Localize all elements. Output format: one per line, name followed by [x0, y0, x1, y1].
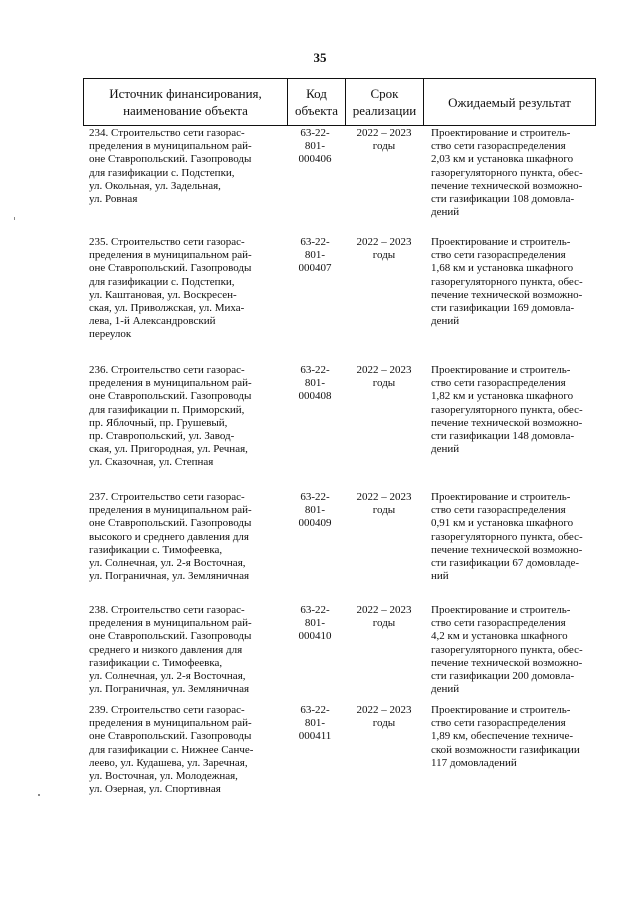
cell-result [431, 236, 613, 328]
name-line: пределения в муниципальном рай- [89, 617, 252, 630]
cell-term [347, 604, 421, 630]
name-line: ул. Каштановая, ул. Воскресен- [89, 288, 237, 301]
result-line: газорегуляторного пункта, обес- [431, 275, 583, 288]
code-line: 000408 [298, 390, 332, 403]
result-line: 4,2 км и установка шкафного [431, 630, 568, 643]
result-line: газорегуляторного пункта, обес- [431, 530, 583, 543]
code-line: 801- [304, 249, 326, 262]
result-line: 117 домовладений [431, 756, 517, 769]
result-line: дений [431, 315, 460, 328]
name-line: среднего и низкого давления для [89, 643, 243, 656]
code-line: 63-22- [300, 127, 330, 139]
name-line: пр. Ставропольский, ул. Завод- [89, 430, 235, 443]
name-line: 239. Строительство сети газорас- [89, 704, 245, 716]
cell-code [287, 236, 343, 276]
scan-speck [38, 794, 40, 796]
name-line: ул. Пограничная, ул. Земляничная [89, 683, 250, 696]
result-line: газорегуляторного пункта, обес- [431, 643, 583, 656]
result-line: Проектирование и строитель- [431, 491, 571, 503]
cell-code [287, 704, 343, 744]
term-line: годы [372, 504, 396, 517]
result-line: печение технической возможно- [431, 416, 583, 429]
name-line: газификации с. Тимофеевка, [89, 543, 223, 556]
header-source-line: наименование объекта [123, 103, 248, 118]
name-line: ская, ул. Пригородная, ул. Речная, [89, 443, 248, 456]
result-line: ство сети газораспределения [431, 717, 566, 730]
cell-name [89, 491, 289, 583]
name-line: ул. Пограничная, ул. Земляничная [89, 570, 250, 583]
name-line: ул. Восточная, ул. Молодежная, [89, 770, 238, 783]
result-line: печение технической возможно- [431, 656, 583, 669]
name-line: 236. Строительство сети газорас- [89, 364, 245, 376]
result-line: Проектирование и строитель- [431, 127, 571, 139]
result-line: 1,82 км и установка шкафного [431, 390, 574, 403]
term-line: 2022 – 2023 [356, 491, 412, 503]
code-line: 801- [304, 504, 326, 517]
result-line: 0,91 км и установка шкафного [431, 517, 574, 530]
name-line: газификации с. Тимофеевка, [89, 656, 223, 669]
code-line: 000410 [298, 630, 332, 643]
header-result [423, 79, 596, 125]
result-line: 1,89 км, обеспечение техниче- [431, 730, 574, 743]
result-line: ство сети газораспределения [431, 504, 566, 517]
name-line: ул. Солнечная, ул. 2-я Восточная, [89, 670, 246, 683]
term-line: годы [372, 617, 396, 630]
result-line: сти газификации 67 домовладе- [431, 557, 580, 570]
cell-term [347, 364, 421, 390]
name-line: ул. Окольная, ул. Задельная, [89, 179, 221, 192]
code-line: 63-22- [300, 364, 330, 376]
code-line: 63-22- [300, 491, 330, 503]
cell-term [347, 704, 421, 730]
name-line: оне Ставропольский. Газопроводы [89, 390, 252, 403]
name-line: для газификации с. Подстепки, [89, 166, 235, 179]
name-line: оне Ставропольский. Газопроводы [89, 262, 252, 275]
name-line: пределения в муниципальном рай- [89, 249, 252, 262]
name-line: оне Ставропольский. Газопроводы [89, 730, 252, 743]
result-line: Проектирование и строитель- [431, 236, 571, 248]
cell-term [347, 236, 421, 262]
result-line: Проектирование и строитель- [431, 604, 571, 616]
cell-name [89, 704, 289, 796]
header-code-line: Код [306, 86, 327, 101]
term-line: 2022 – 2023 [356, 604, 412, 616]
cell-result [431, 604, 613, 696]
cell-name [89, 364, 289, 470]
name-line: оне Ставропольский. Газопроводы [89, 153, 252, 166]
name-line: пределения в муниципальном рай- [89, 140, 252, 153]
cell-result [431, 127, 613, 219]
name-line: оне Ставропольский. Газопроводы [89, 630, 252, 643]
cell-term [347, 127, 421, 153]
code-line: 801- [304, 717, 326, 730]
term-line: годы [372, 140, 396, 153]
name-line: 238. Строительство сети газорас- [89, 604, 245, 616]
result-line: Проектирование и строитель- [431, 704, 571, 716]
cell-code [287, 127, 343, 167]
result-line: сти газификации 169 домовла- [431, 302, 575, 315]
code-line: 801- [304, 377, 326, 390]
result-line: ство сети газораспределения [431, 140, 566, 153]
result-line: газорегуляторного пункта, обес- [431, 166, 583, 179]
term-line: годы [372, 377, 396, 390]
name-line: для газификации с. Подстепки, [89, 275, 235, 288]
name-line: ул. Сказочная, ул. Степная [89, 456, 214, 469]
header-source-line: Источник финансирования, [109, 86, 262, 101]
name-line: для газификации п. Приморский, [89, 403, 245, 416]
result-line: дений [431, 206, 460, 219]
name-line: пр. Яблочный, пр. Грушевый, [89, 416, 228, 429]
code-line: 000406 [298, 153, 332, 166]
name-line: для газификации с. Нижнее Санче- [89, 743, 254, 756]
term-line: годы [372, 249, 396, 262]
cell-name [89, 127, 289, 206]
result-line: 2,03 км и установка шкафного [431, 153, 574, 166]
result-line: ство сети газораспределения [431, 249, 566, 262]
name-line: ская, ул. Приволжская, ул. Миха- [89, 302, 245, 315]
cell-name [89, 236, 289, 342]
code-line: 000407 [298, 262, 332, 275]
name-line: пределения в муниципальном рай- [89, 717, 252, 730]
result-line: ний [431, 570, 449, 583]
code-line: 63-22- [300, 704, 330, 716]
name-line: лева, 1-й Александровский [89, 315, 216, 328]
name-line: леево, ул. Кудашева, ул. Заречная, [89, 756, 248, 769]
cell-name [89, 604, 289, 696]
term-line: годы [372, 717, 396, 730]
result-line: дений [431, 443, 460, 456]
header-code-line: объекта [294, 103, 339, 118]
cell-result [431, 364, 613, 456]
name-line: пределения в муниципальном рай- [89, 377, 252, 390]
result-line: печение технической возможно- [431, 288, 583, 301]
cell-code [287, 364, 343, 404]
name-line: ул. Солнечная, ул. 2-я Восточная, [89, 557, 246, 570]
result-line: Проектирование и строитель- [431, 364, 571, 376]
code-line: 000411 [298, 730, 332, 743]
header-source [83, 79, 287, 125]
result-line: ской возможности газификации [431, 743, 580, 756]
name-line: 234. Строительство сети газорас- [89, 127, 245, 139]
name-line: ул. Ровная [89, 193, 138, 206]
header-term [345, 79, 423, 125]
code-line: 000409 [298, 517, 332, 530]
result-line: ство сети газораспределения [431, 377, 566, 390]
cell-code [287, 604, 343, 644]
name-line: ул. Озерная, ул. Спортивная [89, 783, 221, 796]
result-line: печение технической возможно- [431, 543, 583, 556]
name-line: высокого и среднего давления для [89, 530, 249, 543]
header-term-line: Срок [370, 86, 399, 101]
code-line: 63-22- [300, 604, 330, 616]
name-line: 237. Строительство сети газорас- [89, 491, 245, 503]
term-line: 2022 – 2023 [356, 364, 412, 376]
name-line: 235. Строительство сети газорас- [89, 236, 245, 248]
cell-term [347, 491, 421, 517]
name-line: переулок [89, 328, 132, 341]
header-term-line: реализации [352, 103, 417, 118]
code-line: 801- [304, 140, 326, 153]
cell-result [431, 491, 613, 583]
code-line: 63-22- [300, 236, 330, 248]
result-line: ство сети газораспределения [431, 617, 566, 630]
result-line: 1,68 км и установка шкафного [431, 262, 574, 275]
cell-result [431, 704, 613, 770]
result-line: печение технической возможно- [431, 179, 583, 192]
cell-code [287, 491, 343, 531]
page-number: 35 [313, 50, 327, 65]
term-line: 2022 – 2023 [356, 127, 412, 139]
result-line: сти газификации 200 домовла- [431, 670, 575, 683]
header-code [287, 79, 345, 125]
name-line: оне Ставропольский. Газопроводы [89, 517, 252, 530]
scan-speck [14, 217, 15, 220]
result-line: газорегуляторного пункта, обес- [431, 403, 583, 416]
result-line: сти газификации 108 домовла- [431, 193, 575, 206]
term-line: 2022 – 2023 [356, 704, 412, 716]
code-line: 801- [304, 617, 326, 630]
name-line: пределения в муниципальном рай- [89, 504, 252, 517]
header-result-line: Ожидаемый результат [448, 94, 571, 110]
result-line: дений [431, 683, 460, 696]
table-header [83, 78, 596, 126]
term-line: 2022 – 2023 [356, 236, 412, 248]
result-line: сти газификации 148 домовла- [431, 430, 575, 443]
